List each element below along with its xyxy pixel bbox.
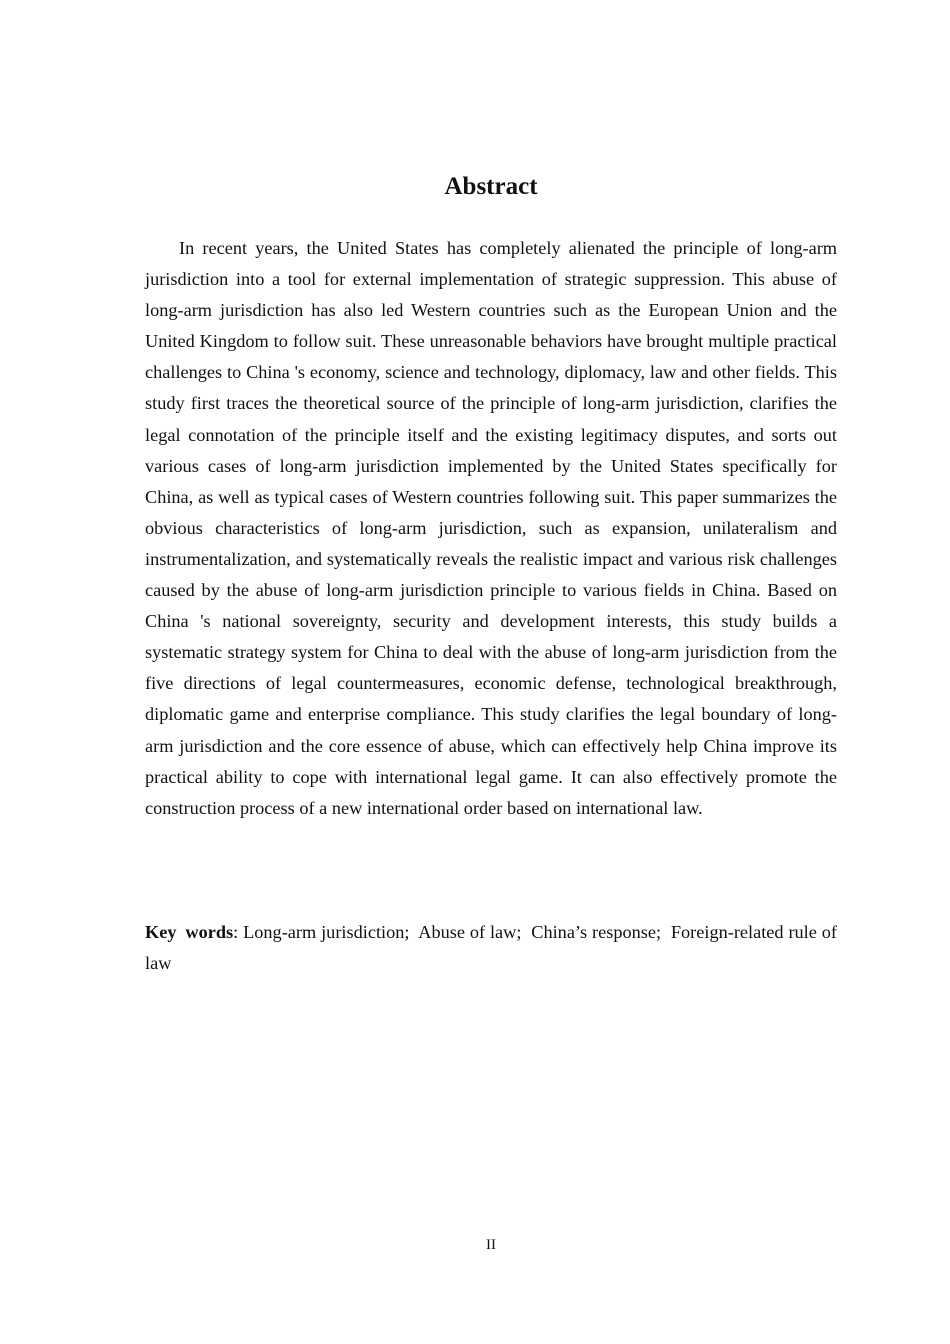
keyword-item: Long-arm jurisdiction; xyxy=(243,922,410,942)
page-number: II xyxy=(486,1237,496,1253)
keyword-item: Abuse of law; xyxy=(418,922,522,942)
page-title: Abstract xyxy=(444,173,538,200)
keywords-label: Key words xyxy=(145,922,234,942)
keywords-line xyxy=(145,917,837,979)
abstract-paragraph: In recent years, the United States has completely alienated the principle of long-arm jurisdiction into a tool for external implementation of strategic suppression. This abuse of long-arm jurisdiction has also led Western countries such as the European Union and the United Kingdom to follow suit. These unreasonable behaviors have brought multiple practical challenges to China 's economy, science and technology, diplomacy, law and other fields. This study first traces the theoretical source of the principle of long-arm jurisdiction, clarifies the legal connotation of the principle itself and the existing legitimacy disputes, and sorts out various cases of long-arm jurisdiction implemented by the United States specifically for China, as well as typical cases of Western countries following suit. This paper summarizes the obvious characteristics of long-arm jurisdiction, such as expansion, unilateralism and instrumentalization, and systematically reveals the realistic impact and various risk challenges caused by the abuse of long-arm jurisdiction principle to various fields in China. Based on China 's national sovereignty, security and development interests, this study builds a systematic strategy system for China to deal with the abuse of long-arm jurisdiction from the five directions of legal countermeasures, economic defense, technological breakthrough, diplomatic game and enterprise compliance. This study clarifies the legal boundary of long-arm jurisdiction and the core essence of abuse, which can effectively help China improve its practical ability to cope with international legal game. It can also effectively promote the construction process of a new international order based on international law. xyxy=(145,238,837,818)
keywords-separator: : xyxy=(233,922,239,942)
keyword-item: Foreign-related rule of law xyxy=(145,922,838,974)
keyword-item: China’s response; xyxy=(531,922,662,942)
